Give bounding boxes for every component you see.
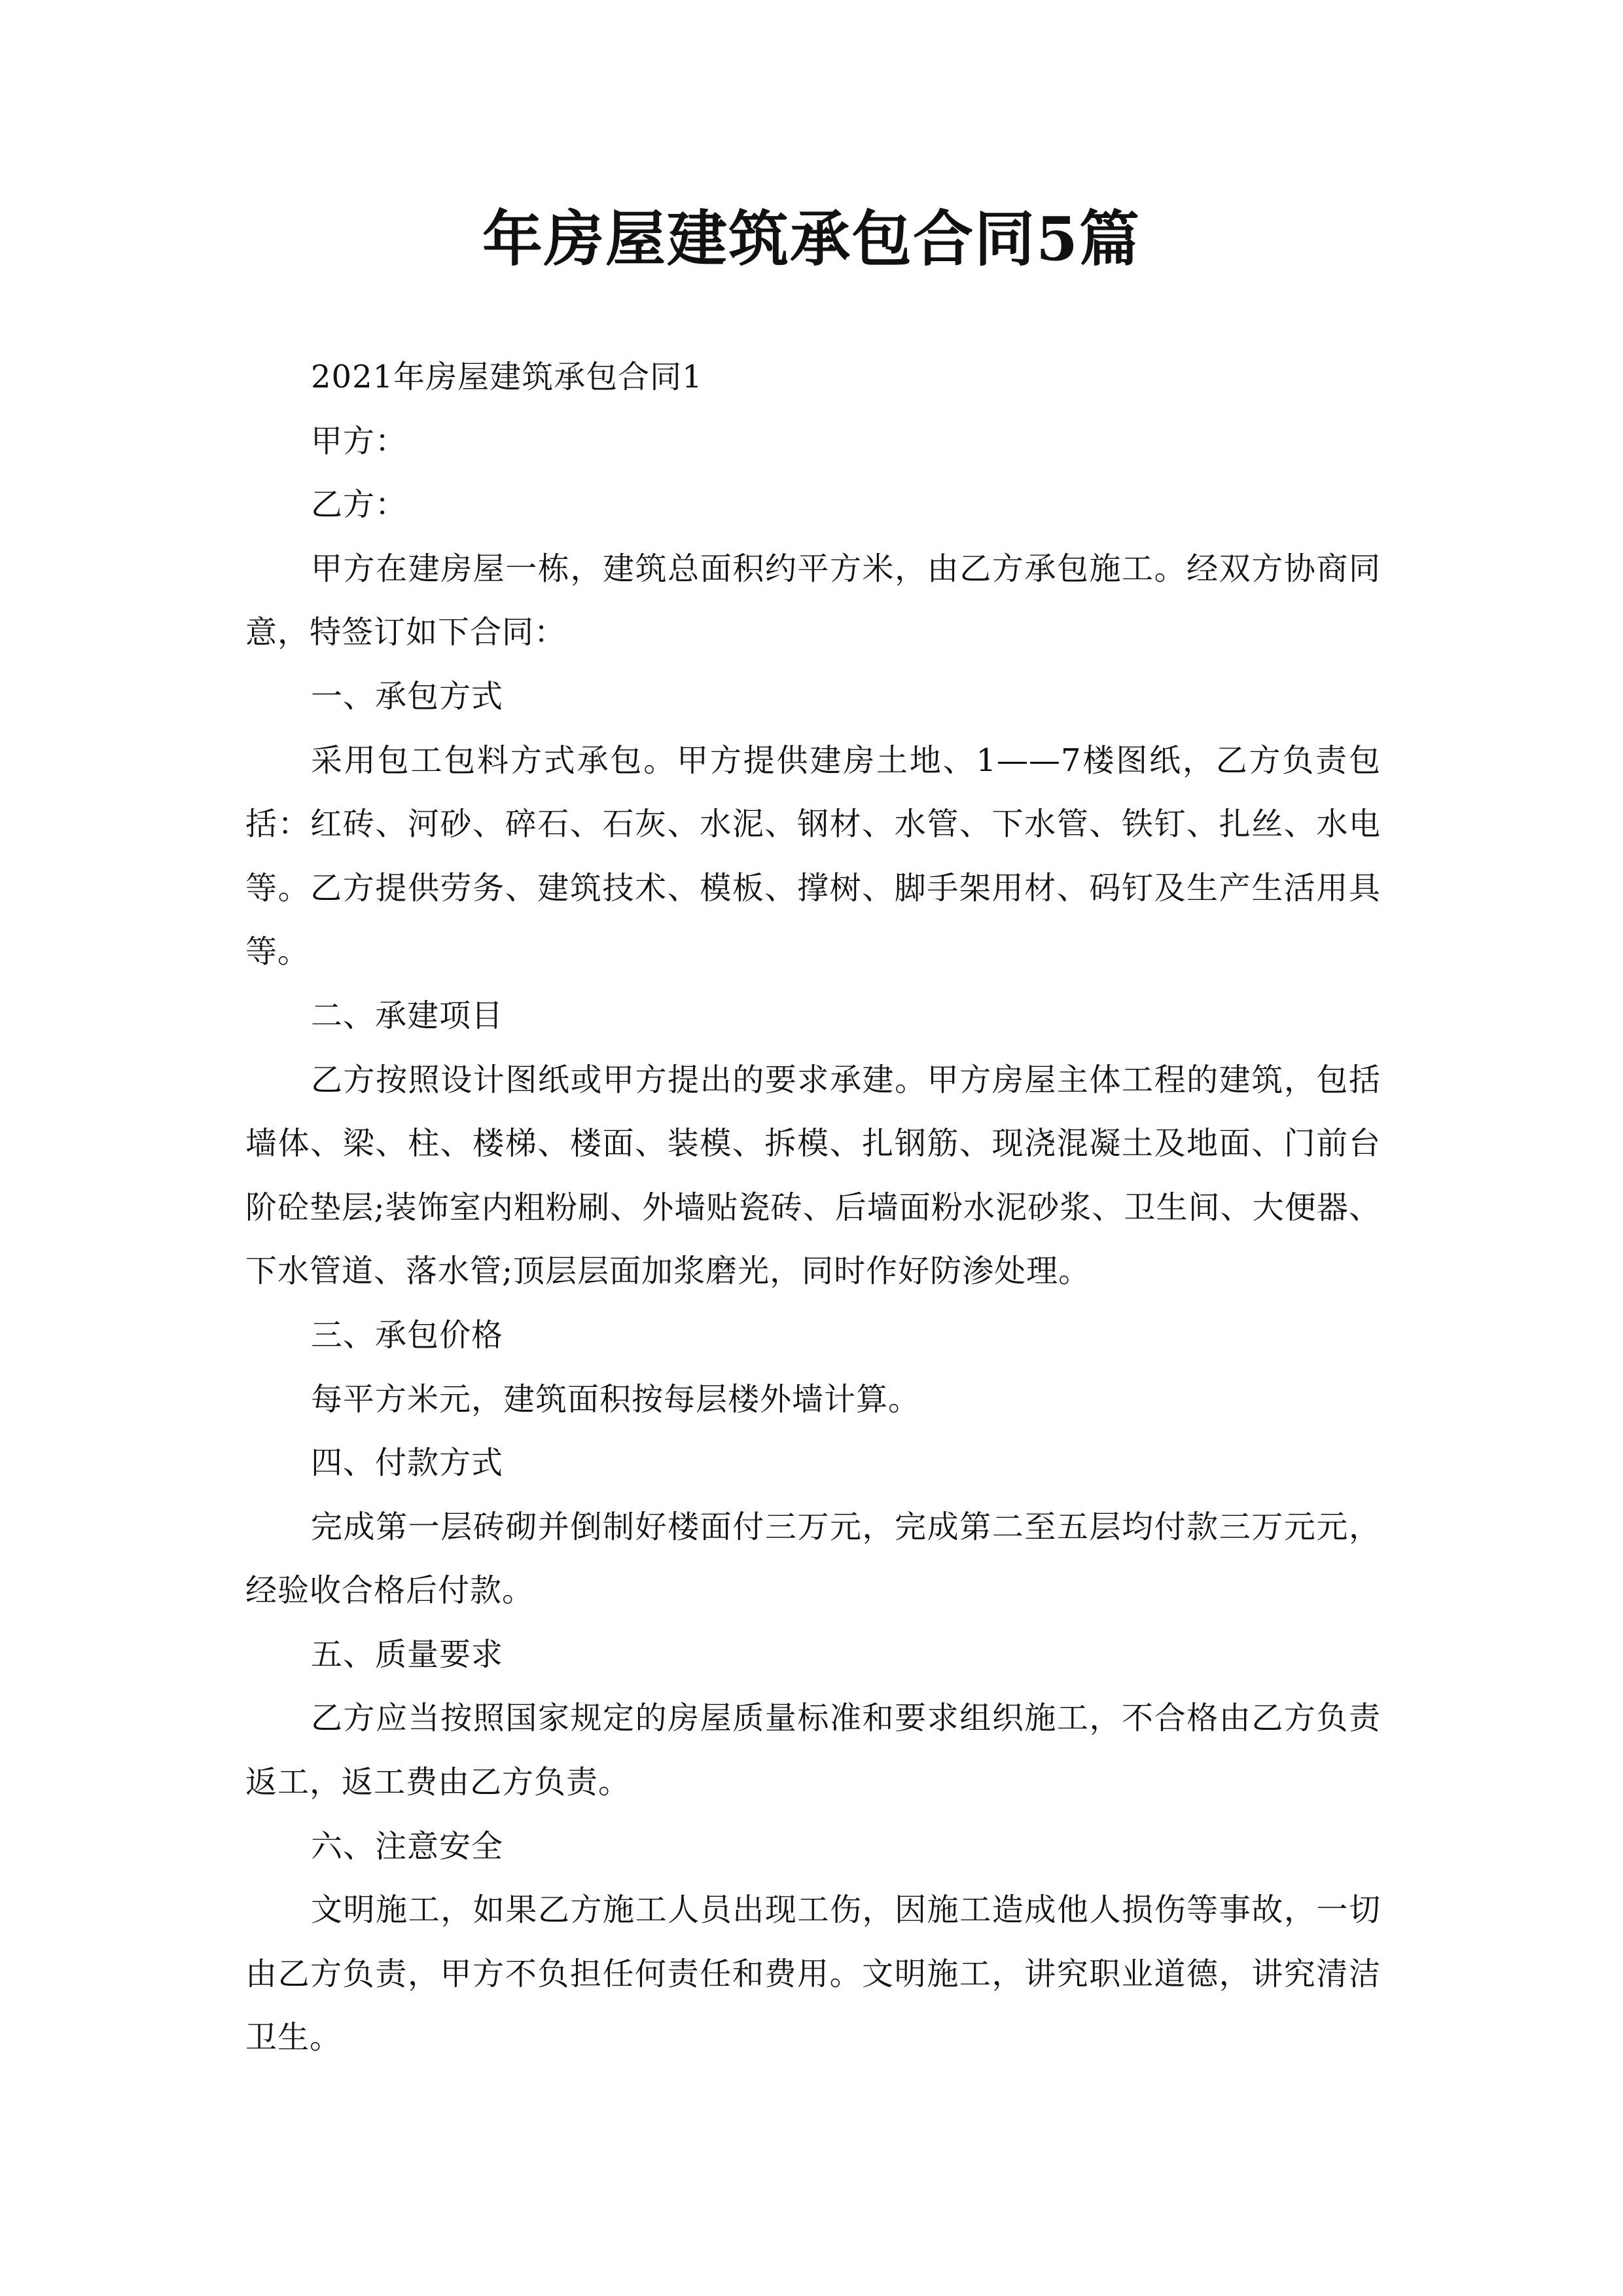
section-heading-2: 二、承建项目 [311,997,504,1034]
section-body-2: 乙方按照设计图纸或甲方提出的要求承建。甲方房屋主体工程的建筑，包括墙体、梁、柱、楼梯、楼面、装模、拆模、扎钢筋、现浇混凝土及地面、门前台阶砼垫层;装饰室内粗粉刷、外墙贴瓷砖、后墙面粉水泥砂浆、卫生间、大便器、下水管道、落水管;顶层层面加浆磨光，同时作好防渗处理。 [245,1061,1381,1290]
intro-paragraph: 甲方在建房屋一栋，建筑总面积约平方米，由乙方承包施工。经双方协商同意，特签订如下合同： [245,550,1381,651]
section-body-6: 文明施工，如果乙方施工人员出现工伤，因施工造成他人损伤等事故，一切由乙方负责，甲方不负担任何责任和费用。文明施工，讲究职业道德，讲究清洁卫生。 [245,1892,1381,2056]
section-heading-1: 一、承包方式 [311,677,504,715]
section-body-4: 完成第一层砖砌并倒制好楼面付三万元，完成第二至五层均付款三万元元，经验收合格后付款。 [245,1508,1381,1609]
contract-heading: 2021年房屋建筑承包合同1 [311,359,703,395]
section-heading-3: 三、承包价格 [311,1316,504,1354]
document-body [245,346,1381,2070]
section-body-1: 采用包工包料方式承包。甲方提供建房土地、1——7楼图纸，乙方负责包括：红砖、河砂、碎石、石灰、水泥、钢材、水管、下水管、铁钉、扎丝、水电等。乙方提供劳务、建筑技术、模板、撑树、脚手架用材、码钉及生产生活用具等。 [245,742,1381,971]
section-heading-4: 四、付款方式 [311,1444,504,1482]
section-heading-6: 六、注意安全 [311,1827,504,1865]
section-heading-5: 五、质量要求 [311,1636,504,1673]
party-b-line: 乙方： [311,486,408,524]
section-body-5: 乙方应当按照国家规定的房屋质量标准和要求组织施工，不合格由乙方负责返工，返工费由乙方负责。 [245,1700,1381,1801]
party-a-line: 甲方： [311,422,408,459]
section-body-3: 每平方米元，建筑面积按每层楼外墙计算。 [311,1380,921,1418]
document-title: 年房屋建筑承包合同5篇 [482,204,1141,274]
